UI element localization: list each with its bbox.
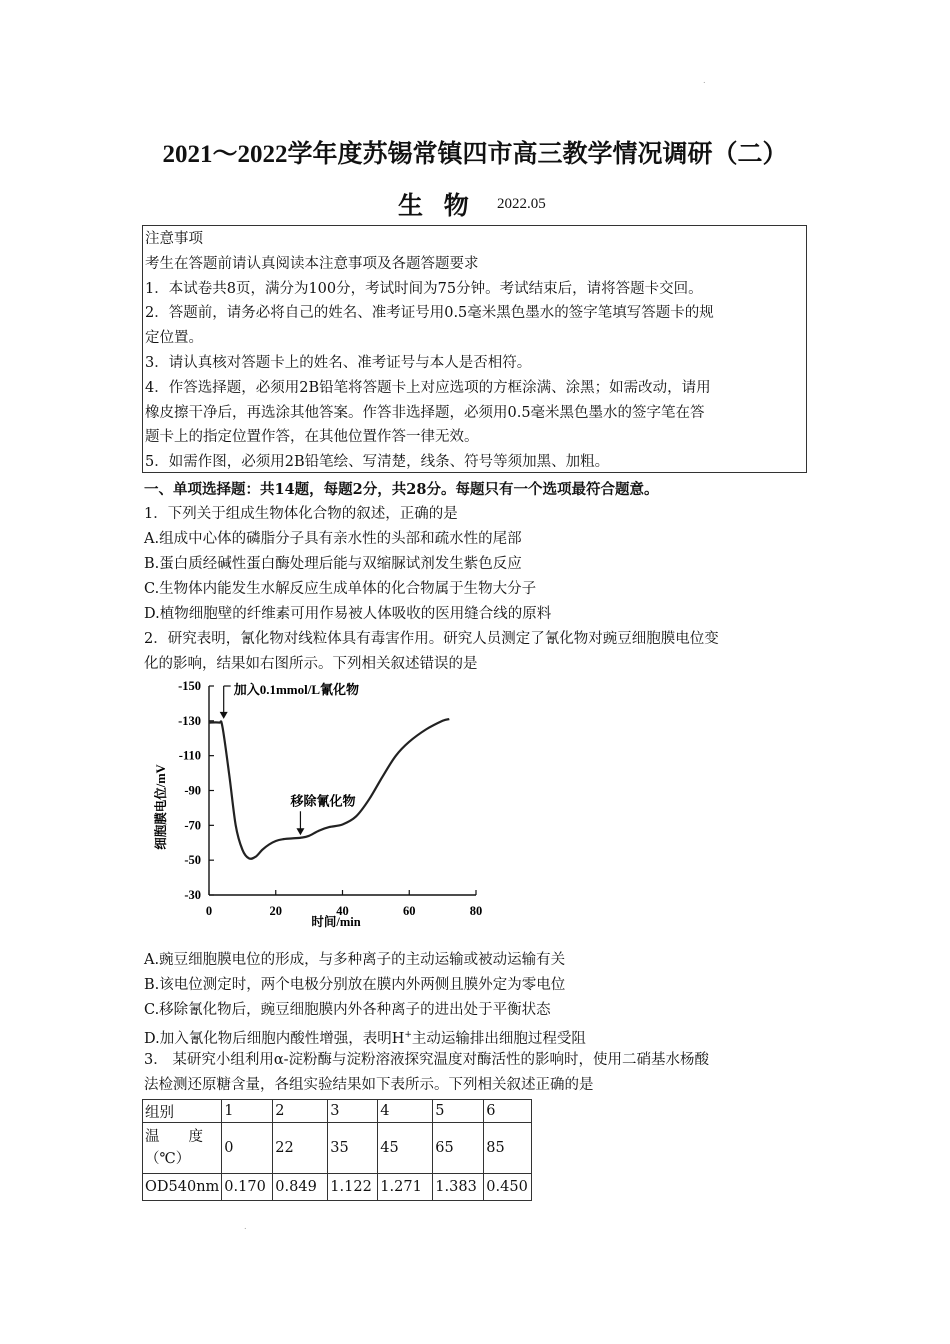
table-cell-temp-label: [143, 1123, 222, 1174]
y-tick-label: -70: [184, 818, 201, 833]
y-axis-label: 细胞膜电位/mV: [154, 764, 168, 850]
notice-box: [142, 225, 807, 473]
question-1-option-b: B.蛋白质经碱性蛋白酶处理后能与双缩脲试剂发生紫色反应: [144, 556, 522, 572]
table-cell: 3: [328, 1100, 378, 1123]
temp-label-line-a: 温 度: [145, 1129, 203, 1145]
notice-line: 考生在答题前请认真阅读本注意事项及各题答题要求: [145, 255, 479, 272]
series-line: [209, 719, 449, 859]
x-tick-label: 20: [269, 904, 282, 918]
question-1-option-d: D.植物细胞壁的纤维素可用作易被人体吸收的医用缝合线的原料: [144, 606, 552, 622]
question-2-option-b: B.该电位测定时，两个电极分别放在膜内外两侧且膜外定为零电位: [144, 977, 566, 993]
x-tick-label: 60: [403, 904, 416, 918]
option-d-text-a: D.加入氰化物后细胞内酸性增强，表明H: [144, 1030, 405, 1047]
scan-mark: .: [703, 76, 706, 85]
table-cell: 1: [222, 1100, 273, 1123]
subject-title: 生 物: [398, 191, 475, 220]
table-cell: 1.271: [378, 1174, 433, 1201]
superscript-plus: +: [404, 1030, 412, 1040]
table-cell: 1.383: [433, 1174, 484, 1201]
table-cell: OD540nm: [143, 1174, 222, 1201]
membrane-potential-chart: [150, 676, 490, 940]
section-heading: 一、单项选择题：共14题，每题2分，共28分。每题只有一个选项最符合题意。: [144, 481, 659, 498]
table-cell: 22: [273, 1123, 328, 1174]
notice-line: 题卡上的指定位置作答，在其他位置作答一律无效。: [145, 429, 479, 446]
notice-line: 4．作答选择题，必须用2B铅笔将答题卡上对应选项的方框涂满、涂黑；如需改动，请用: [145, 379, 711, 396]
table-cell: 65: [433, 1123, 484, 1174]
x-tick-label: 80: [469, 904, 483, 918]
chart-axes: [209, 686, 476, 895]
annotation-arrow-head: [220, 712, 228, 719]
y-tick-label: -130: [178, 713, 201, 728]
table-cell: 1.122: [328, 1174, 378, 1201]
notice-line: 3．请认真核对答题卡上的姓名、准考证号与本人是否相符。: [145, 354, 532, 371]
question-2-stem-cont: 化的影响，结果如右图所示。下列相关叙述错误的是: [144, 656, 478, 672]
y-tick-label: -50: [184, 853, 201, 868]
x-tick-label: 0: [205, 904, 213, 918]
question-2-stem: 2．研究表明，氰化物对线粒体具有毒害作用。研究人员测定了氰化物对豌豆细胞膜电位变: [144, 631, 719, 647]
exam-date: 2022.05: [497, 196, 546, 212]
table-cell: 组别: [143, 1100, 222, 1123]
annotation-label-cyanide-added: 加入0.1mmol/L氰化物: [233, 682, 359, 697]
table-cell: 0.170: [222, 1174, 273, 1201]
y-tick-label: -110: [178, 748, 201, 763]
annotation-arrow-head: [296, 828, 304, 835]
x-axis-label: 时间/min: [311, 915, 361, 929]
temp-label-line-b: （℃）: [145, 1151, 191, 1167]
table-cell: 35: [328, 1123, 378, 1174]
y-tick-label: -150: [178, 679, 201, 693]
table-cell: 0: [222, 1123, 273, 1174]
table-cell: 0.450: [484, 1174, 532, 1201]
scan-mark: .: [244, 1222, 247, 1231]
question-2-option-c: C.移除氰化物后，豌豆细胞膜内外各种离子的进出处于平衡状态: [144, 1002, 551, 1018]
x-tick-label: 40: [336, 904, 349, 918]
table-cell: 4: [378, 1100, 433, 1123]
table-cell: 2: [273, 1100, 328, 1123]
notice-line: 橡皮擦干净后，再选涂其他答案。作答非选择题，必须用0.5毫米黑色墨水的签字笔在答: [145, 404, 705, 421]
table-cell: 5: [433, 1100, 484, 1123]
table-row: [143, 1100, 532, 1123]
notice-line: 2．答题前，请务必将自己的姓名、准考证号用0.5毫米黑色墨水的签字笔填写答题卡的规: [145, 305, 714, 322]
table-cell: 6: [484, 1100, 532, 1123]
y-tick-label: -30: [184, 888, 201, 902]
question-1-option-a: A.组成中心体的磷脂分子具有亲水性的头部和疏水性的尾部: [144, 531, 522, 547]
notice-line: 定位置。: [145, 330, 203, 347]
page-title: 2021～2022学年度苏锡常镇四市高三教学情况调研（二）: [162, 141, 788, 168]
question-2-option-a: A.豌豆细胞膜电位的形成，与多种离子的主动运输或被动运输有关: [144, 952, 566, 968]
question-3-stem-cont: 法检测还原糖含量，各组实验结果如下表所示。下列相关叙述正确的是: [144, 1077, 594, 1093]
annotation-label-cyanide-removed: 移除氰化物: [290, 793, 356, 809]
question-1-stem: 1．下列关于组成生物体化合物的叙述，正确的是: [144, 506, 458, 522]
notice-line: 1．本试卷共8页，满分为100分，考试时间为75分钟。考试结束后，请将答题卡交回。: [145, 280, 703, 297]
table-cell: 45: [378, 1123, 433, 1174]
question-1-option-c: C.生物体内能发生水解反应生成单体的化合物属于生物大分子: [144, 581, 537, 597]
table-row: [143, 1123, 532, 1174]
table-cell: 0.849: [273, 1174, 328, 1201]
option-d-text-b: 主动运输排出细胞过程受阻: [411, 1030, 586, 1047]
table-cell: 85: [484, 1123, 532, 1174]
y-tick-label: -90: [184, 783, 201, 798]
question-3-stem: 3． 某研究小组利用α-淀粉酶与淀粉溶液探究温度对酶活性的影响时，使用二硝基水杨酸: [144, 1052, 710, 1068]
notice-line: 5．如需作图，必须用2B铅笔绘、写清楚，线条、符号等须加黑、加粗。: [145, 454, 610, 471]
results-table: [142, 1099, 532, 1201]
table-row: [143, 1174, 532, 1201]
notice-line: 注意事项: [145, 231, 203, 247]
